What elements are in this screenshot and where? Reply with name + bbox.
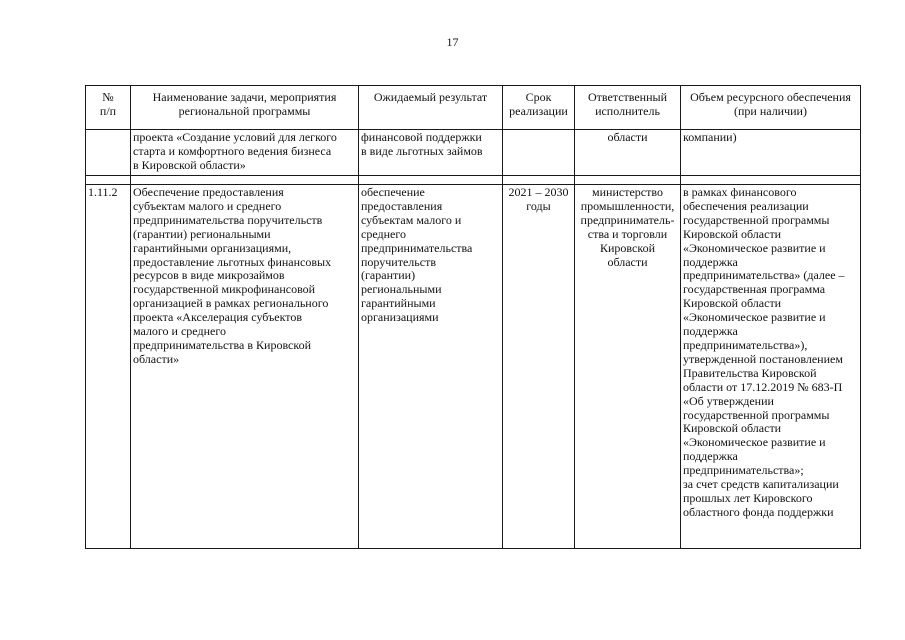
header-term: Срок реализации (503, 86, 575, 130)
header-resources: Объем ресурсного обеспечения (при наличии) (681, 86, 861, 130)
header-result: Ожидаемый результат (359, 86, 503, 130)
cell-result: финансовой поддержки в виде льготных займов (359, 130, 503, 176)
cell-executor: области (575, 130, 681, 176)
cell-resources: компании) (681, 130, 861, 176)
cell-executor: министерство промышленности, предприниматель- ства и торговли Кировской области (575, 185, 681, 549)
table-header-row (86, 86, 861, 130)
cell-term: 2021 – 2030 годы (503, 185, 575, 549)
cell-number (86, 130, 131, 176)
cell-name: Обеспечение предоставления субъектам малого и среднего предпринимательства поручительств (гарантии) региональными гарантийными организациями, предоставление льготных финансовых ресурсов в виде микрозаймов государственной микрофинансовой организацией в рамках регионального проекта «Акселерация субъектов малого и среднего предпринимательства в Кировской области» (131, 185, 359, 549)
page-number: 17 (446, 35, 459, 49)
cell-name: проекта «Создание условий для легкого старта и комфортного ведения бизнеса в Кировской области» (131, 130, 359, 176)
cell-number: 1.11.2 (86, 185, 131, 549)
program-table (85, 85, 861, 549)
header-number: № п/п (86, 86, 131, 130)
table-row-spacer (86, 176, 861, 185)
cell-term (503, 130, 575, 176)
table-row-1-11-2 (86, 185, 861, 549)
table-row-continuation (86, 130, 861, 176)
header-name: Наименование задачи, мероприятия региональной программы (131, 86, 359, 130)
cell-result: обеспечение предоставления субъектам малого и среднего предпринимательства поручительств (гарантии) региональными гарантийными организациями (359, 185, 503, 549)
cell-resources: в рамках финансового обеспечения реализации государственной программы Кировской области «Экономическое развитие и поддержка предпринимательства» (далее – государственная программа Кировской области «Экономическое развитие и поддержка предпринимательства»), утвержденной постановлением Правительства Кировской области от 17.12.2019 № 683-П «Об утверждении государственной программы Кировской области «Экономическое развитие и поддержка предпринимательства»; за счет средств капитализации прошлых лет Кировского областного фонда поддержки (681, 185, 861, 549)
header-executor: Ответственный исполнитель (575, 86, 681, 130)
